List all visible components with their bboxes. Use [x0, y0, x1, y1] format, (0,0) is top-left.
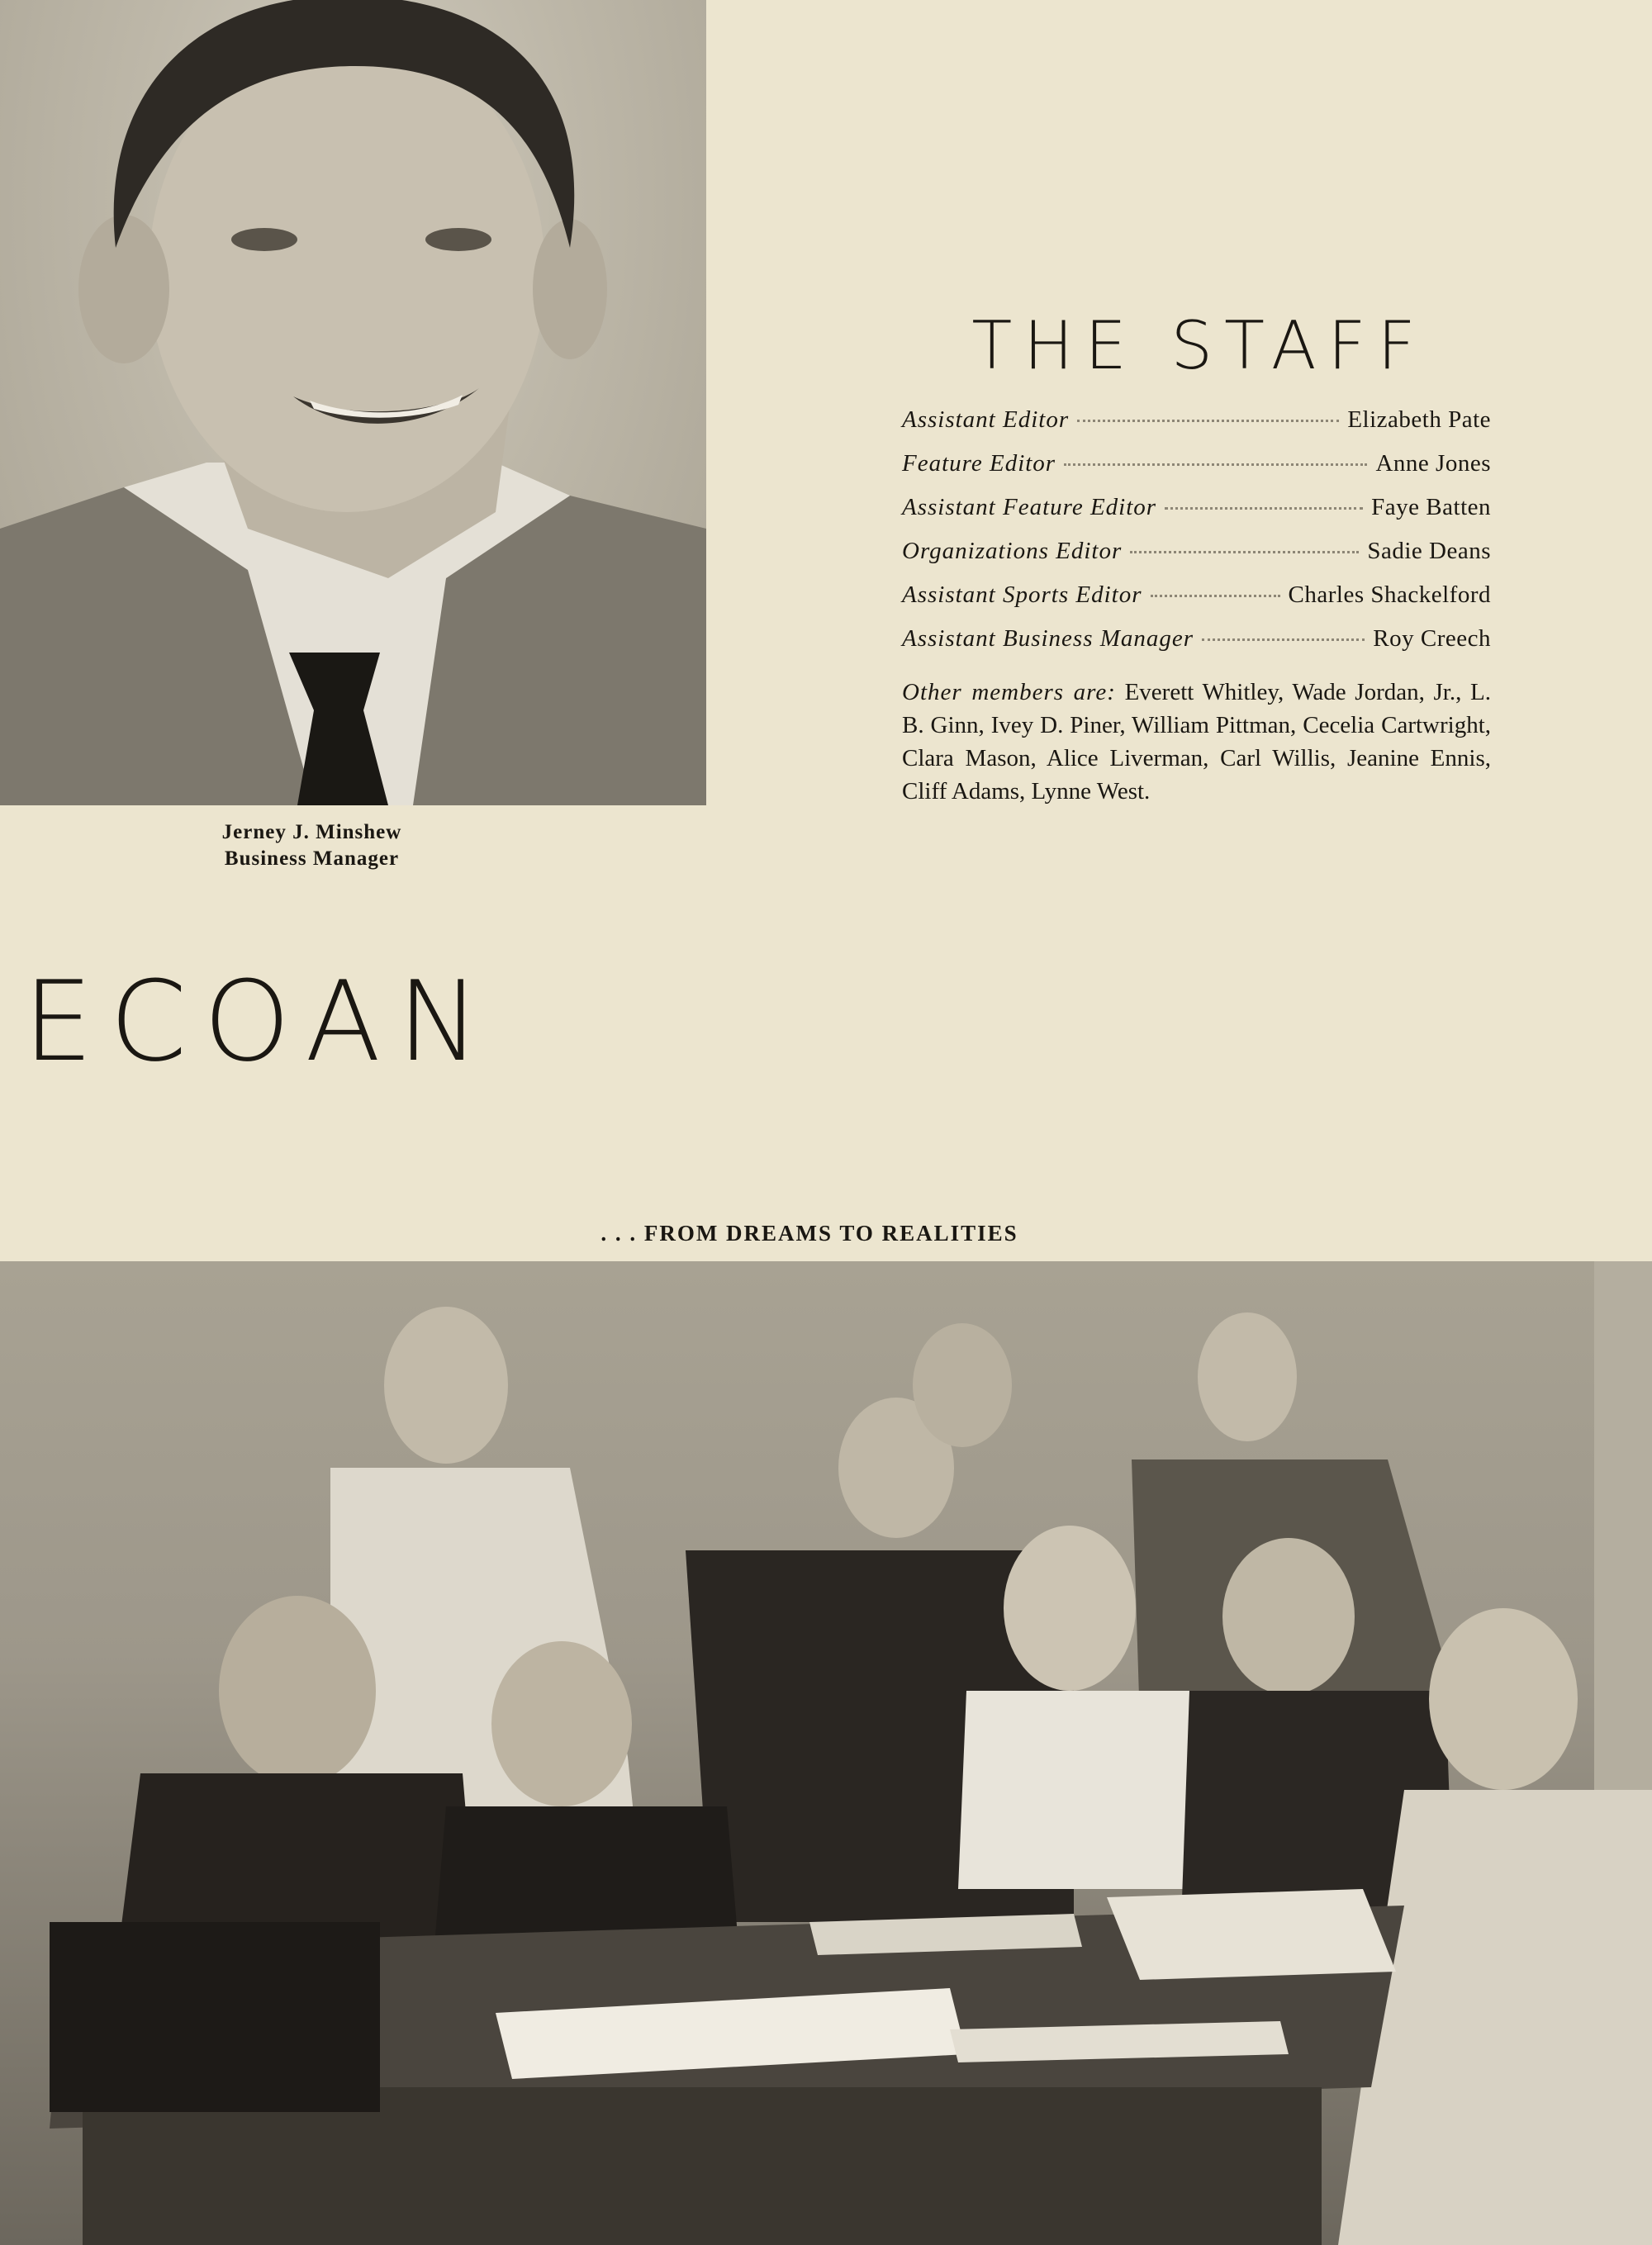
staff-role: Organizations Editor — [902, 538, 1123, 564]
portrait-caption — [169, 819, 454, 872]
other-members-label: Other members are: — [902, 679, 1116, 705]
leader-dots — [1130, 551, 1359, 553]
staff-row — [902, 625, 1491, 669]
staff-role: Feature Editor — [902, 450, 1056, 477]
leader-dots — [1202, 638, 1365, 641]
staff-name: Anne Jones — [1375, 450, 1491, 477]
staff-role: Assistant Sports Editor — [902, 581, 1142, 608]
leader-dots — [1151, 595, 1280, 597]
leader-dots — [1165, 507, 1363, 510]
staff-row — [902, 450, 1491, 494]
staff-role: Assistant Feature Editor — [902, 494, 1157, 520]
staff-row — [902, 494, 1491, 538]
staff-name: Elizabeth Pate — [1347, 406, 1491, 433]
staff-name: Faye Batten — [1371, 494, 1491, 520]
tagline: . . . FROM DREAMS TO REALITIES — [601, 1221, 1018, 1246]
staff-heading: THE STAFF — [971, 307, 1427, 384]
other-members — [902, 676, 1491, 808]
staff-row — [902, 581, 1491, 625]
leader-dots — [1064, 463, 1367, 466]
staff-name: Sadie Deans — [1367, 538, 1491, 564]
caption-title: Business Manager — [224, 847, 400, 870]
portrait-photo — [0, 0, 706, 805]
staff-name: Charles Shackelford — [1288, 581, 1491, 608]
staff-role: Assistant Editor — [902, 406, 1070, 433]
staff-row — [902, 406, 1491, 450]
staff-name: Roy Creech — [1373, 625, 1491, 652]
staff-list — [902, 406, 1491, 669]
caption-name: Jerney J. Minshew — [221, 821, 402, 843]
leader-dots — [1077, 420, 1339, 422]
other-members-names: Everett Whitley, Wade Jordan, Jr., L. B. Ginn, Ivey D. Piner, William Pittman, Cecelia Cartwright, Clara Mason, Alice Liverman, Carl Willis, Jeanine Ennis, Cliff Adams, Lynne West. — [902, 679, 1491, 804]
group-photo — [0, 1261, 1652, 2245]
yearbook-title: ECOAN — [23, 957, 497, 1086]
staff-role: Assistant Business Manager — [902, 625, 1194, 652]
staff-row — [902, 538, 1491, 581]
